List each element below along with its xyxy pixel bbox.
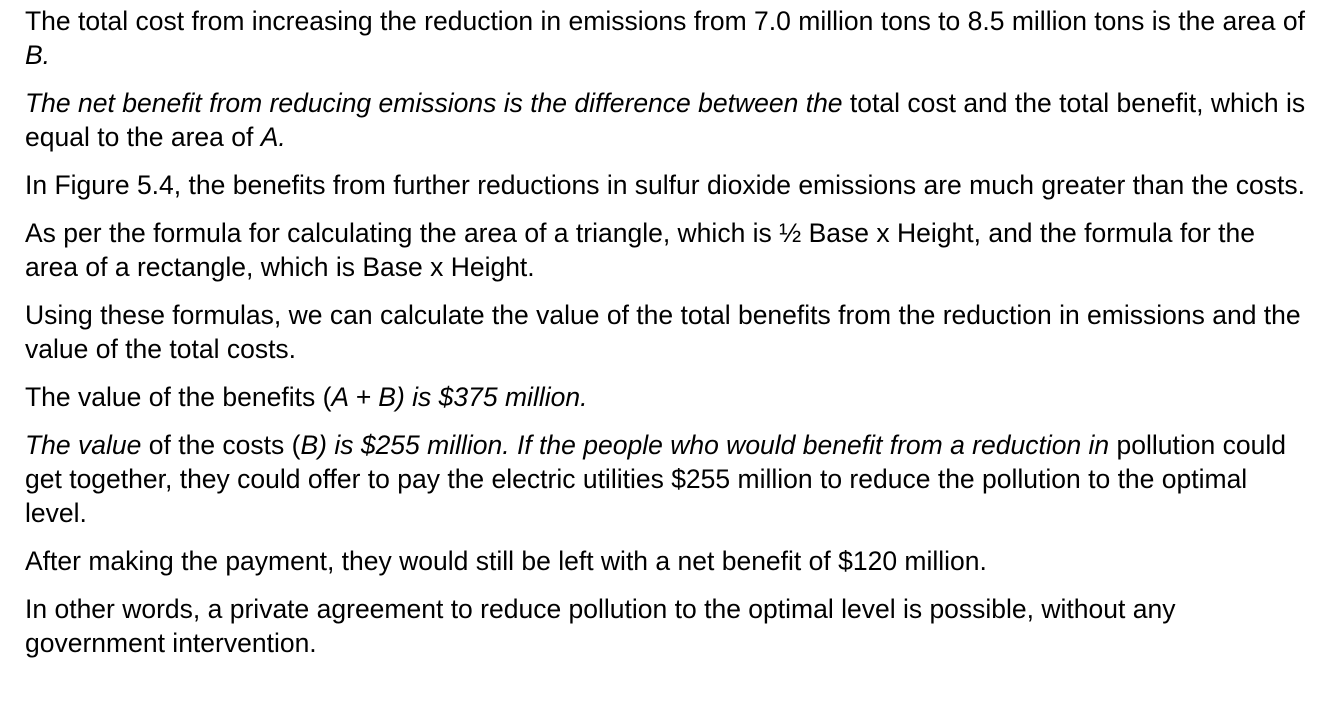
text-run-italic: The value: [25, 430, 142, 460]
paragraph-costs-value: [25, 428, 1315, 530]
text-run-italic: The net benefit from reducing emissions is the difference between the: [25, 88, 843, 118]
text-run: The total cost from increasing the reduction in emissions from 7.0 million tons to 8.5 million tons is the area of: [25, 6, 1305, 36]
paragraph-net-benefit: [25, 86, 1315, 154]
paragraph-figure-reference: [25, 168, 1315, 202]
paragraph-private-agreement: [25, 592, 1315, 660]
paragraph-calculation: [25, 298, 1315, 366]
text-run: After making the payment, they would still be left with a net benefit of $120 million.: [25, 546, 987, 576]
text-run: of the costs (: [141, 430, 301, 460]
text-run-italic: B.: [25, 40, 51, 70]
paragraph-net-benefit-after-payment: [25, 544, 1315, 578]
text-run-italic: A.: [260, 122, 286, 152]
text-run: total cost and the total benefit, which is equal to the area of: [25, 88, 1306, 152]
paragraph-benefits-value: [25, 380, 1315, 414]
document-body: [25, 4, 1315, 660]
text-run: In other words, a private agreement to reduce pollution to the optimal level is possible, without any government intervention.: [25, 594, 1176, 658]
text-run: Using these formulas, we can calculate the value of the total benefits from the reduction in emissions and the value of the total costs.: [25, 300, 1301, 364]
text-run: The value of the benefits (: [25, 382, 332, 412]
text-run-italic: B) is $255 million. If the people who would benefit from a reduction in: [300, 430, 1110, 460]
text-run-italic: A + B) is $375 million.: [331, 382, 588, 412]
text-run: As per the formula for calculating the area of a triangle, which is ½ Base x Height, and the formula for the area of a rectangle, which is Base x Height.: [25, 218, 1255, 282]
text-run: In Figure 5.4, the benefits from further reductions in sulfur dioxide emissions are much greater than the costs.: [25, 170, 1305, 200]
paragraph-total-cost: [25, 4, 1315, 72]
paragraph-area-formulas: [25, 216, 1315, 284]
text-run: pollution could get together, they could offer to pay the electric utilities $255 million to reduce the pollution to the optimal level.: [25, 430, 1286, 528]
